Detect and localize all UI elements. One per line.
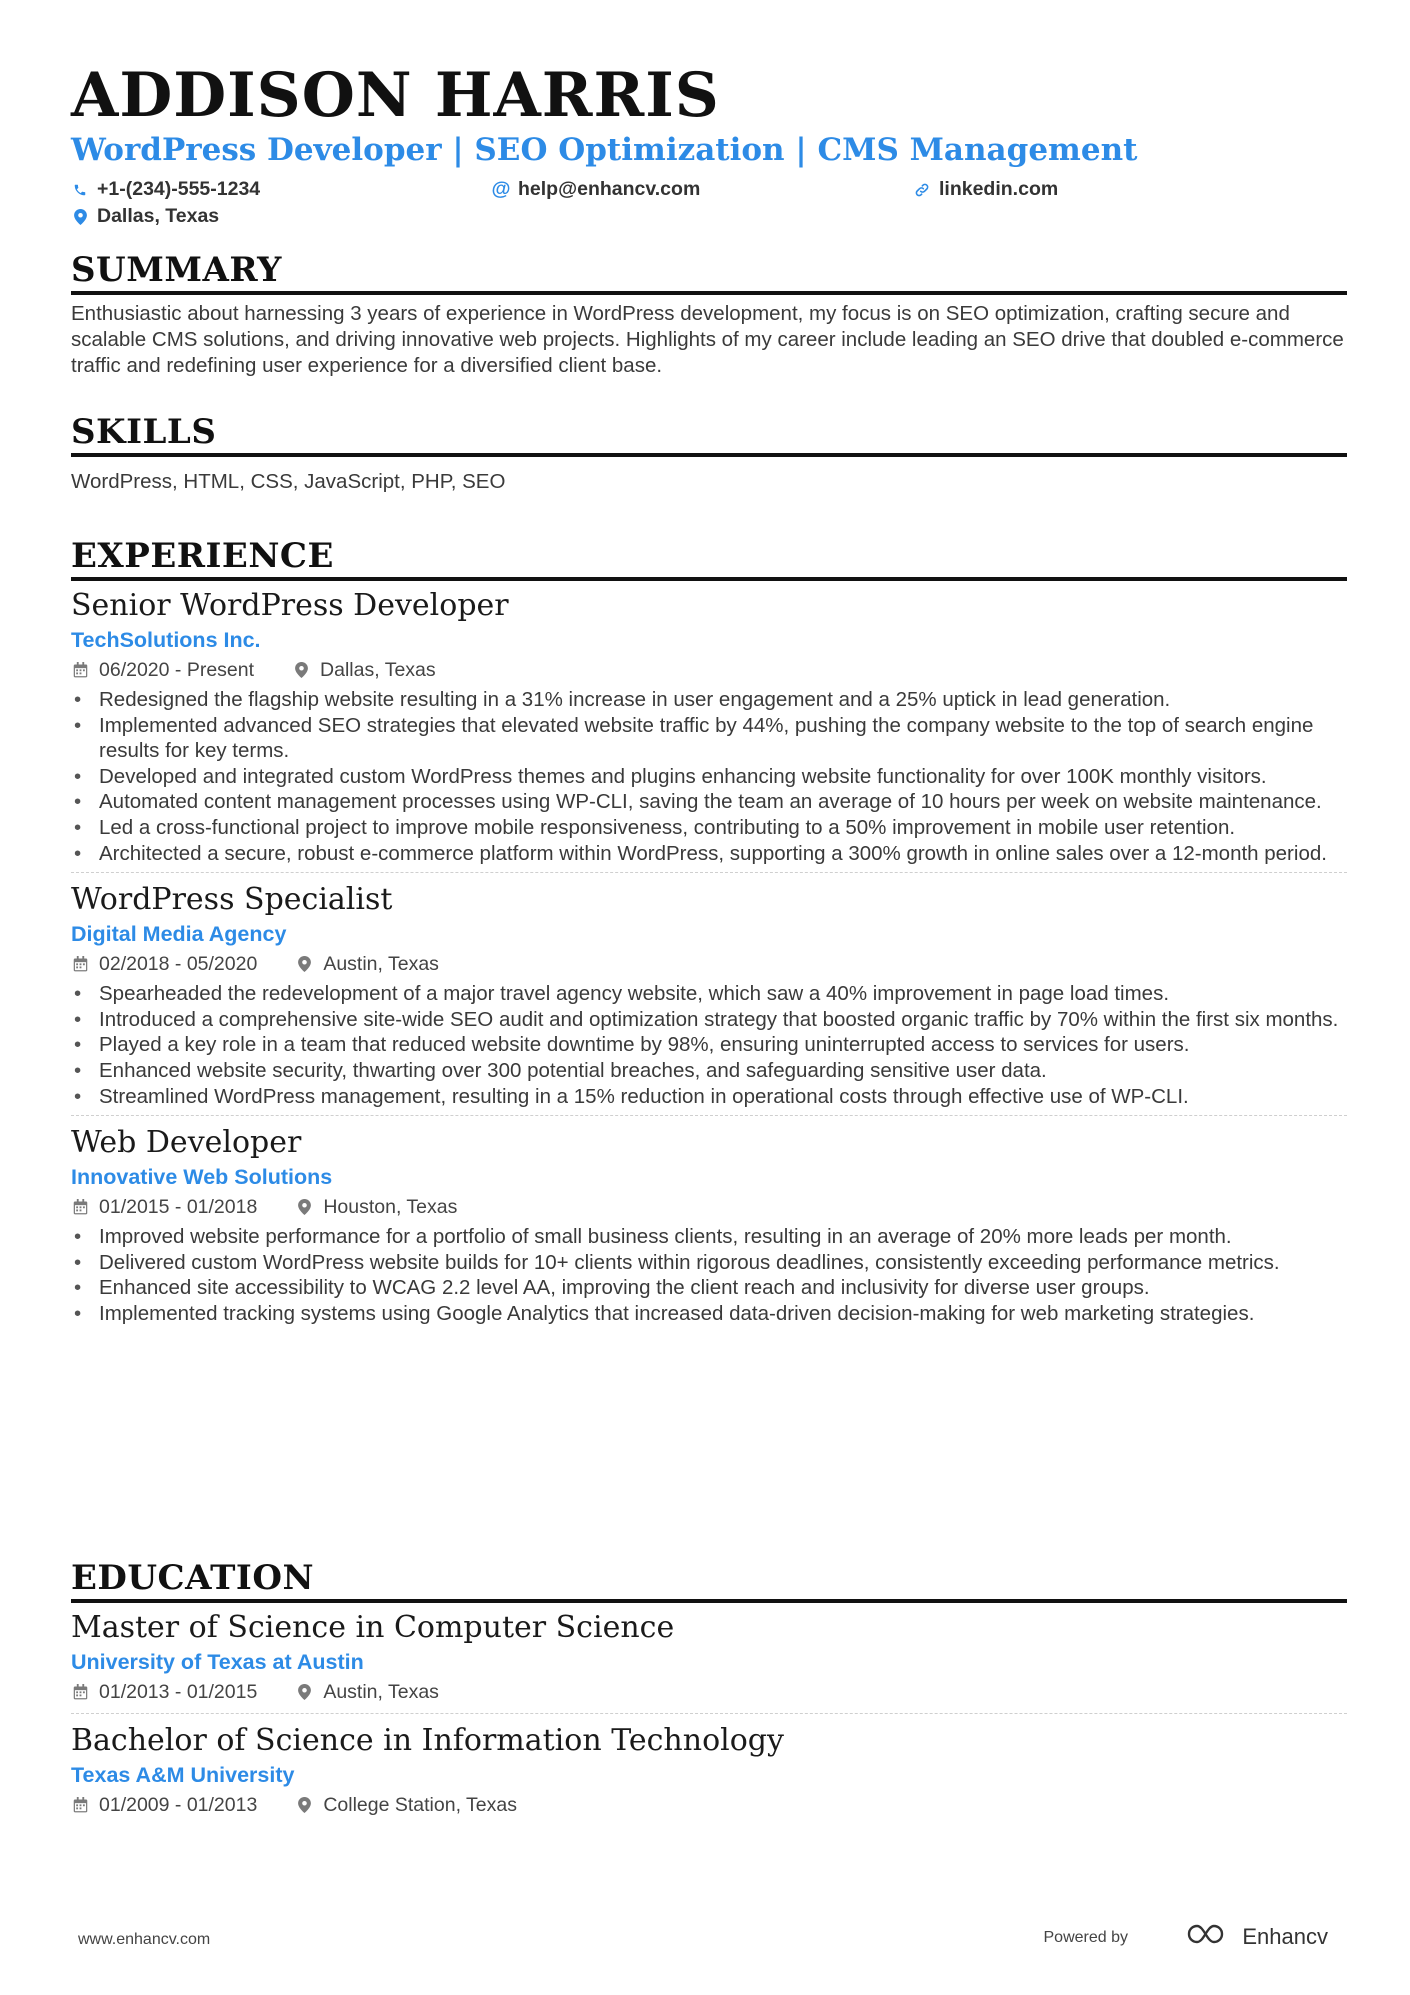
calendar-icon — [71, 956, 89, 972]
bullet-item: • Automated content management processes using WP-CLI, saving the team an average of 10 hours per week on website maintenance. — [71, 789, 1347, 815]
education-meta — [71, 1790, 1347, 1820]
job-bullets — [71, 1224, 1347, 1326]
bullet-item: • Developed and integrated custom WordPress themes and plugins enhancing website functionality for over 100K monthly visitors. — [71, 764, 1347, 790]
map-pin-icon — [295, 956, 313, 972]
section-title-skills: SKILLS — [71, 412, 1347, 457]
map-pin-icon — [72, 209, 88, 225]
resume-page — [71, 60, 1347, 1816]
phone-icon — [72, 183, 88, 197]
phone-number: +1-(234)-555-1234 — [97, 178, 261, 200]
job-meta — [71, 1192, 1347, 1222]
map-pin-icon — [295, 1684, 313, 1700]
job-location: Dallas, Texas — [320, 659, 436, 681]
school-name: Texas A&M University — [71, 1763, 295, 1787]
calendar-icon — [71, 1684, 89, 1700]
bullet-item: • Played a key role in a team that reduced website downtime by 98%, ensuring uninterrupted access to services for users. — [71, 1032, 1347, 1058]
calendar-icon — [71, 1797, 89, 1813]
job-dates: 01/2015 - 01/2018 — [99, 1196, 258, 1219]
job-title: Web Developer — [71, 1125, 302, 1161]
experience-entry — [71, 881, 1347, 1116]
link-icon — [914, 182, 930, 198]
company-name: TechSolutions Inc. — [71, 628, 261, 652]
bullet-item: • Architected a secure, robust e-commerce platform within WordPress, supporting a 300% growth in online sales over a 12-month period. — [71, 841, 1347, 867]
bullet-item: • Spearheaded the redevelopment of a major travel agency website, which saw a 40% improvement in page load times. — [71, 981, 1347, 1007]
experience-section — [71, 536, 1347, 1341]
calendar-icon — [71, 1199, 89, 1215]
bullet-item: • Implemented tracking systems using Google Analytics that increased data-driven decision-making for web marketing strategies. — [71, 1301, 1347, 1327]
candidate-name: ADDISON HARRIS — [71, 60, 720, 131]
skills-section — [71, 412, 1347, 495]
footer-website-link[interactable]: www.enhancv.com — [78, 1931, 211, 1948]
bullet-item: • Delivered custom WordPress website builds for 10+ clients within rigorous deadlines, consistently exceeding performance metrics. — [71, 1250, 1347, 1276]
map-pin-icon — [295, 1199, 313, 1215]
job-dates: 02/2018 - 05/2020 — [99, 953, 258, 976]
calendar-icon — [71, 662, 89, 678]
education-location: College Station, Texas — [323, 1794, 517, 1816]
education-location: Austin, Texas — [323, 1681, 439, 1703]
linkedin-link[interactable]: linkedin.com — [939, 178, 1059, 200]
job-meta — [71, 655, 1347, 685]
bullet-item: • Enhanced website security, thwarting over 300 potential breaches, and safeguarding sensitive user data. — [71, 1058, 1347, 1084]
summary-text: Enthusiastic about harnessing 3 years of experience in WordPress development, my focus is on SEO optimization, crafting secure and scalable CMS solutions, and driving innovative web projects. Highlights of my career include leading an SEO drive that doubled e-commerce traffic and redefining user experience for a diversified client base. — [71, 302, 1344, 377]
map-pin-icon — [292, 662, 310, 678]
contact-email[interactable] — [493, 178, 700, 201]
education-section — [71, 1558, 1347, 1834]
skills-text: WordPress, HTML, CSS, JavaScript, PHP, SEO — [71, 470, 506, 493]
job-meta — [71, 949, 1347, 979]
degree-title: Bachelor of Science in Information Technology — [71, 1723, 784, 1758]
powered-by-label: Powered by — [1043, 1929, 1128, 1946]
bullet-item: • Led a cross-functional project to improve mobile responsiveness, contributing to a 50% improvement in mobile user retention. — [71, 815, 1347, 841]
bullet-item: • Introduced a comprehensive site-wide SEO audit and optimization strategy that boosted organic traffic by 70% within the first six months. — [71, 1007, 1347, 1033]
contact-linkedin[interactable] — [914, 178, 1058, 201]
experience-entry — [71, 1124, 1347, 1332]
section-title-education: EDUCATION — [71, 1558, 1347, 1603]
contact-location — [72, 205, 219, 228]
enhancv-logo-icon — [1186, 1923, 1232, 1951]
section-title-experience: EXPERIENCE — [71, 536, 1347, 581]
page-footer — [78, 1924, 1328, 1957]
map-pin-icon — [295, 1797, 313, 1813]
job-bullets — [71, 981, 1347, 1109]
job-bullets — [71, 687, 1347, 866]
brand-name: Enhancv — [1242, 1924, 1328, 1949]
job-location: Houston, Texas — [323, 1196, 458, 1219]
email-address[interactable]: help@enhancv.com — [518, 178, 701, 200]
job-location: Austin, Texas — [323, 953, 439, 976]
summary-section — [71, 250, 1347, 379]
education-entry — [71, 1722, 1347, 1826]
location-text: Dallas, Texas — [97, 205, 220, 227]
candidate-headline: WordPress Developer | SEO Optimization | CMS Management — [71, 132, 1138, 168]
job-dates: 06/2020 - Present — [99, 659, 255, 681]
degree-title: Master of Science in Computer Science — [71, 1610, 675, 1645]
education-meta — [71, 1677, 1347, 1707]
bullet-item: • Improved website performance for a portfolio of small business clients, resulting in an average of 20% more leads per month. — [71, 1224, 1347, 1250]
education-dates: 01/2009 - 01/2013 — [99, 1794, 258, 1816]
company-name: Innovative Web Solutions — [71, 1165, 333, 1190]
at-icon: @ — [491, 178, 511, 200]
section-title-summary: SUMMARY — [71, 250, 1347, 295]
school-name: University of Texas at Austin — [71, 1650, 364, 1674]
education-entry — [71, 1609, 1347, 1714]
contact-phone — [72, 178, 260, 201]
bullet-item: • Enhanced site accessibility to WCAG 2.2 level AA, improving the client reach and inclusivity for diverse user groups. — [71, 1275, 1347, 1301]
job-title: WordPress Specialist — [71, 882, 393, 918]
company-name: Digital Media Agency — [71, 922, 287, 947]
enhancv-brand[interactable] — [1186, 1923, 1328, 1951]
bullet-item: • Streamlined WordPress management, resulting in a 15% reduction in operational costs through effective use of WP-CLI. — [71, 1084, 1347, 1110]
experience-entry — [71, 587, 1347, 873]
contact-info — [71, 172, 1347, 234]
education-dates: 01/2013 - 01/2015 — [99, 1681, 258, 1703]
bullet-item: • Implemented advanced SEO strategies that elevated website traffic by 44%, pushing the company website to the top of search engine results for key terms. — [71, 713, 1347, 764]
bullet-item: • Redesigned the flagship website resulting in a 31% increase in user engagement and a 25% uptick in lead generation. — [71, 687, 1347, 713]
job-title: Senior WordPress Developer — [71, 588, 509, 623]
